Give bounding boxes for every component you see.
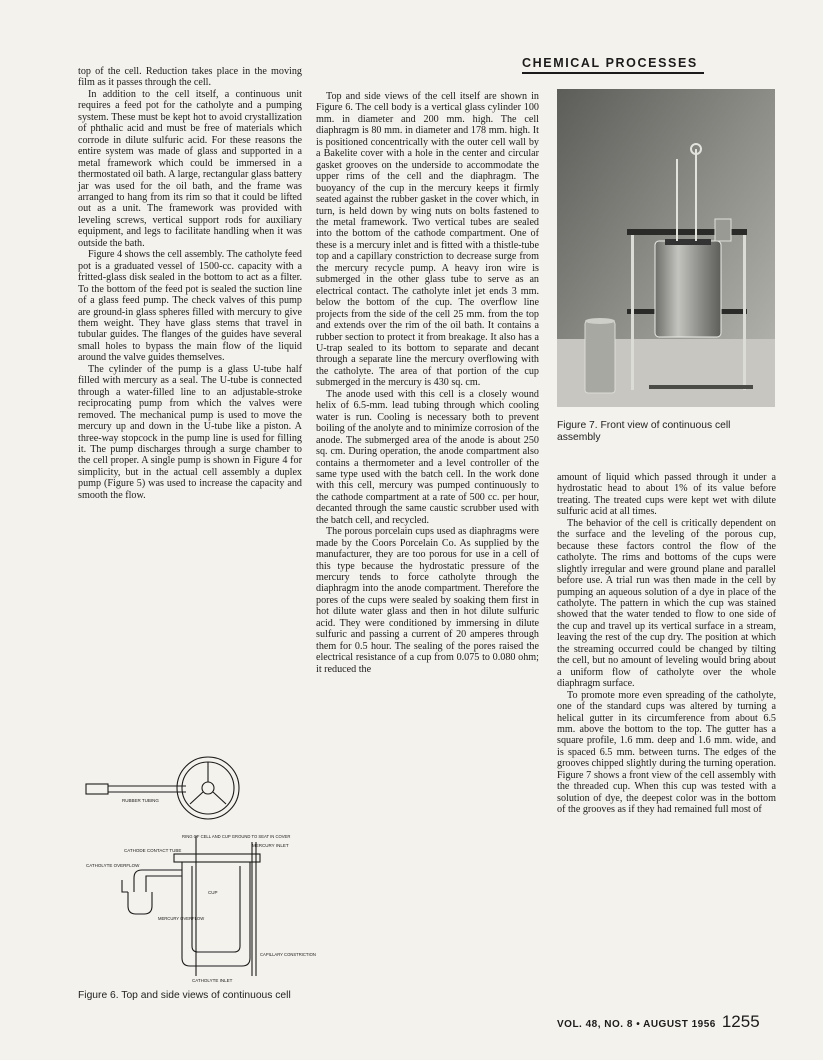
paragraph: In addition to the cell itself, a continuous unit requires a feed pot for the catholyte and a pumping system. These must be kept hot to avoid crystallization of phthalic acid and must be free of materials which corrode in dilute sulfuric acid. For these reasons the entire system was made of glass and supported in a metal framework which could be immersed in a thermostated oil bath. A large, rectangular glass battery jar was used for the oil bath, and the frame was arranged to hang from its rim so that it could be lifted out as a unit. The framework was provided with leveling screws, vertical support rods for auxiliary equipment, and legs to facilitate handling when it was outside the bath. — [78, 88, 302, 249]
figure-6-diagram — [82, 746, 316, 984]
page-number: 1255 — [721, 1012, 760, 1031]
paragraph: amount of liquid which passed through it under a hydrostatic head to about 1% of its value before treating. The treated cups were kept wet with dilute sulfuric acid at all times. — [557, 472, 776, 518]
section-header: CHEMICAL PROCESSES — [522, 56, 698, 70]
figure-7-photo — [557, 89, 775, 407]
label-rubber-tubing: RUBBER TUBING — [122, 798, 159, 803]
figure-6-caption: Figure 6. Top and side views of continuous cell — [78, 990, 291, 1001]
label-catholyte-inlet: CATHOLYTE INLET — [192, 978, 233, 983]
paragraph: Top and side views of the cell itself are shown in Figure 6. The cell body is a vertical glass cylinder 100 mm. in diameter and 200 mm. high. The cell diaphragm is 80 mm. in diameter and 178 mm. high. It is positioned concentrically with the outer cell wall by a Bakelite cover with a hole in the center and circular gasket grooves on the underside to accommodate the upper rims of the cell and the diaphragm. The buoyancy of the cup in the mercury keeps it firmly seated against the rubber gasket in the cover which, in turn, is held down by wing nuts on bolts fastened to the metal framework. Two vertical tubes are sealed into the bottom of the cathode compartment. One of these is a mercury inlet and is fitted with a thistle-tube top and a capillary constriction to decrease surge from the mercury recycle pump. A heavy iron wire is submerged in the other glass tube to serve as an electrical contact. The catholyte inlet jet ends 3 mm. below the bottom of the cup. The overflow line projects from the side of the cell 25 mm. from the top and extends over the rim of the oil bath. It contains a rubber section to protect it from breakage. It also has a U-trap sealed to its bottom to separate and decant through a separate line the mercury overflowing with the catholyte. The area of that portion of the cup submerged in the mercury is 430 sq. cm. — [316, 91, 539, 389]
label-cathode-contact-tube: CATHODE CONTACT TUBE — [124, 848, 182, 853]
figure-7-caption: Figure 7. Front view of continuous cell assembly — [557, 420, 731, 444]
text-column-2 — [316, 91, 539, 675]
paragraph: top of the cell. Reduction takes place in the moving film as it passes through the cell. — [78, 66, 302, 89]
header-rule — [522, 72, 704, 74]
label-catholyte-overflow: CATHOLYTE OVERFLOW — [86, 863, 140, 868]
journal-issue: VOL. 48, NO. 8 • AUGUST 1956 — [557, 1019, 716, 1030]
label-capillary-constriction: CAPILLARY CONSTRICTION — [260, 952, 316, 957]
label-cup: CUP — [208, 890, 218, 895]
label-mercury-overflow: MERCURY OVERFLOW — [158, 916, 205, 921]
paragraph: The anode used with this cell is a closely wound helix of 6.5-mm. lead tubing through which cooling water is run. Cooling is necessary both to prevent boiling of the anolyte and to minimize corrosion of the anode. The submerged area of the anode is about 250 sq. cm. During operation, the anode compartment also contains a thermometer and a level controller of the same type used with the batch cell. In the work done with this cell, mercury was pumped continuously to the cathode compartment at a rate of 500 cc. per hour, decanted through the same caustic scrubber used with the batch cell, and recycled. — [316, 388, 539, 526]
label-mercury-inlet: MERCURY INLET — [252, 843, 289, 848]
page-footer — [557, 1012, 776, 1032]
paragraph: The cylinder of the pump is a glass U-tube half filled with mercury as a seal. The U-tube is connected through a water-filled line to an adjustable-stroke reciprocating pump from which the valves were removed. The mechanical pump is used to move the mercury up and down in the U-tube like a piston. A three-way stopcock in the pump line is used for filling it. The pump discharges through a surge chamber to the cell proper. A single pump is shown in Figure 4 for simplicity, but in the actual cell assembly a duplex pump (Figure 5) was used to increase the capacity and smooth the flow. — [78, 363, 302, 501]
paragraph: The porous porcelain cups used as diaphragms were made by the Coors Porcelain Co. As supplied by the manufacturer, they are too porous for use in a cell of this type because the hydrostatic pressure of the mercury tends to force catholyte through the diaphragm into the anode compartment. Therefore the pores of the cups were sealed by soaking them first in hot dilute water glass and then in hot dilute sulfuric acid. They were conditioned by immersing in dilute sulfuric and passing a current of 20 amperes through them for 0.5 hour. The sealing of the pores raised the electrical resistance of a cup from 0.075 to 0.080 ohm; it reduced the — [316, 526, 539, 675]
text-column-1 — [78, 66, 302, 501]
label-ring-of-cell: RING OF CELL AND CUP GROUND TO SEAT IN COVER — [182, 834, 291, 839]
paragraph: Figure 4 shows the cell assembly. The catholyte feed pot is a graduated vessel of 1500-cc. capacity with a fritted-glass disk sealed in the bottom to act as a filter. To the bottom of the feed pot is sealed the suction line of a glass feed pump. The check valves of this pump are ground-in glass spheres filled with mercury to give them weight. They have glass stems that travel in tubular guides. The flanges of the guides have several small holes to bypass the main flow of the liquid around the valve guides themselves. — [78, 249, 302, 364]
paragraph: The behavior of the cell is critically dependent on the surface and the leveling of the porous cup, because these factors control the flow of the catholyte. The rims and bottoms of the cups were slightly irregular and were ground plane and parallel before use. A trial run was then made in the cell by pumping an aqueous solution of a dye in place of the catholyte. The pattern in which the cup was stained showed that the water tended to flow to one side of the cup and travel up its vertical surface in a stream, leaving the rest of the cup dry. The position at which the streaming occurred could be changed by tilting the cell, but no amount of leveling would bring about a uniform flow of catholyte over the whole diaphragm surface. — [557, 517, 776, 690]
text-column-3 — [557, 472, 776, 816]
paragraph: To promote more even spreading of the catholyte, one of the standard cups was altered by turning a helical gutter in its circumference from about 6.5 mm. above the bottom to the top. The gutter has a square profile, 1.6 mm. deep and 1.6 mm. wide, and is spaced 6.5 mm. between turns. The edges of the grooves chipped slightly during the turning operation. Figure 7 shows a front view of the cell assembly with the threaded cup. When this cup was tested with a solution of dye, the deepest color was in the bottom of the grooves as if they had remained full most of — [557, 689, 776, 816]
